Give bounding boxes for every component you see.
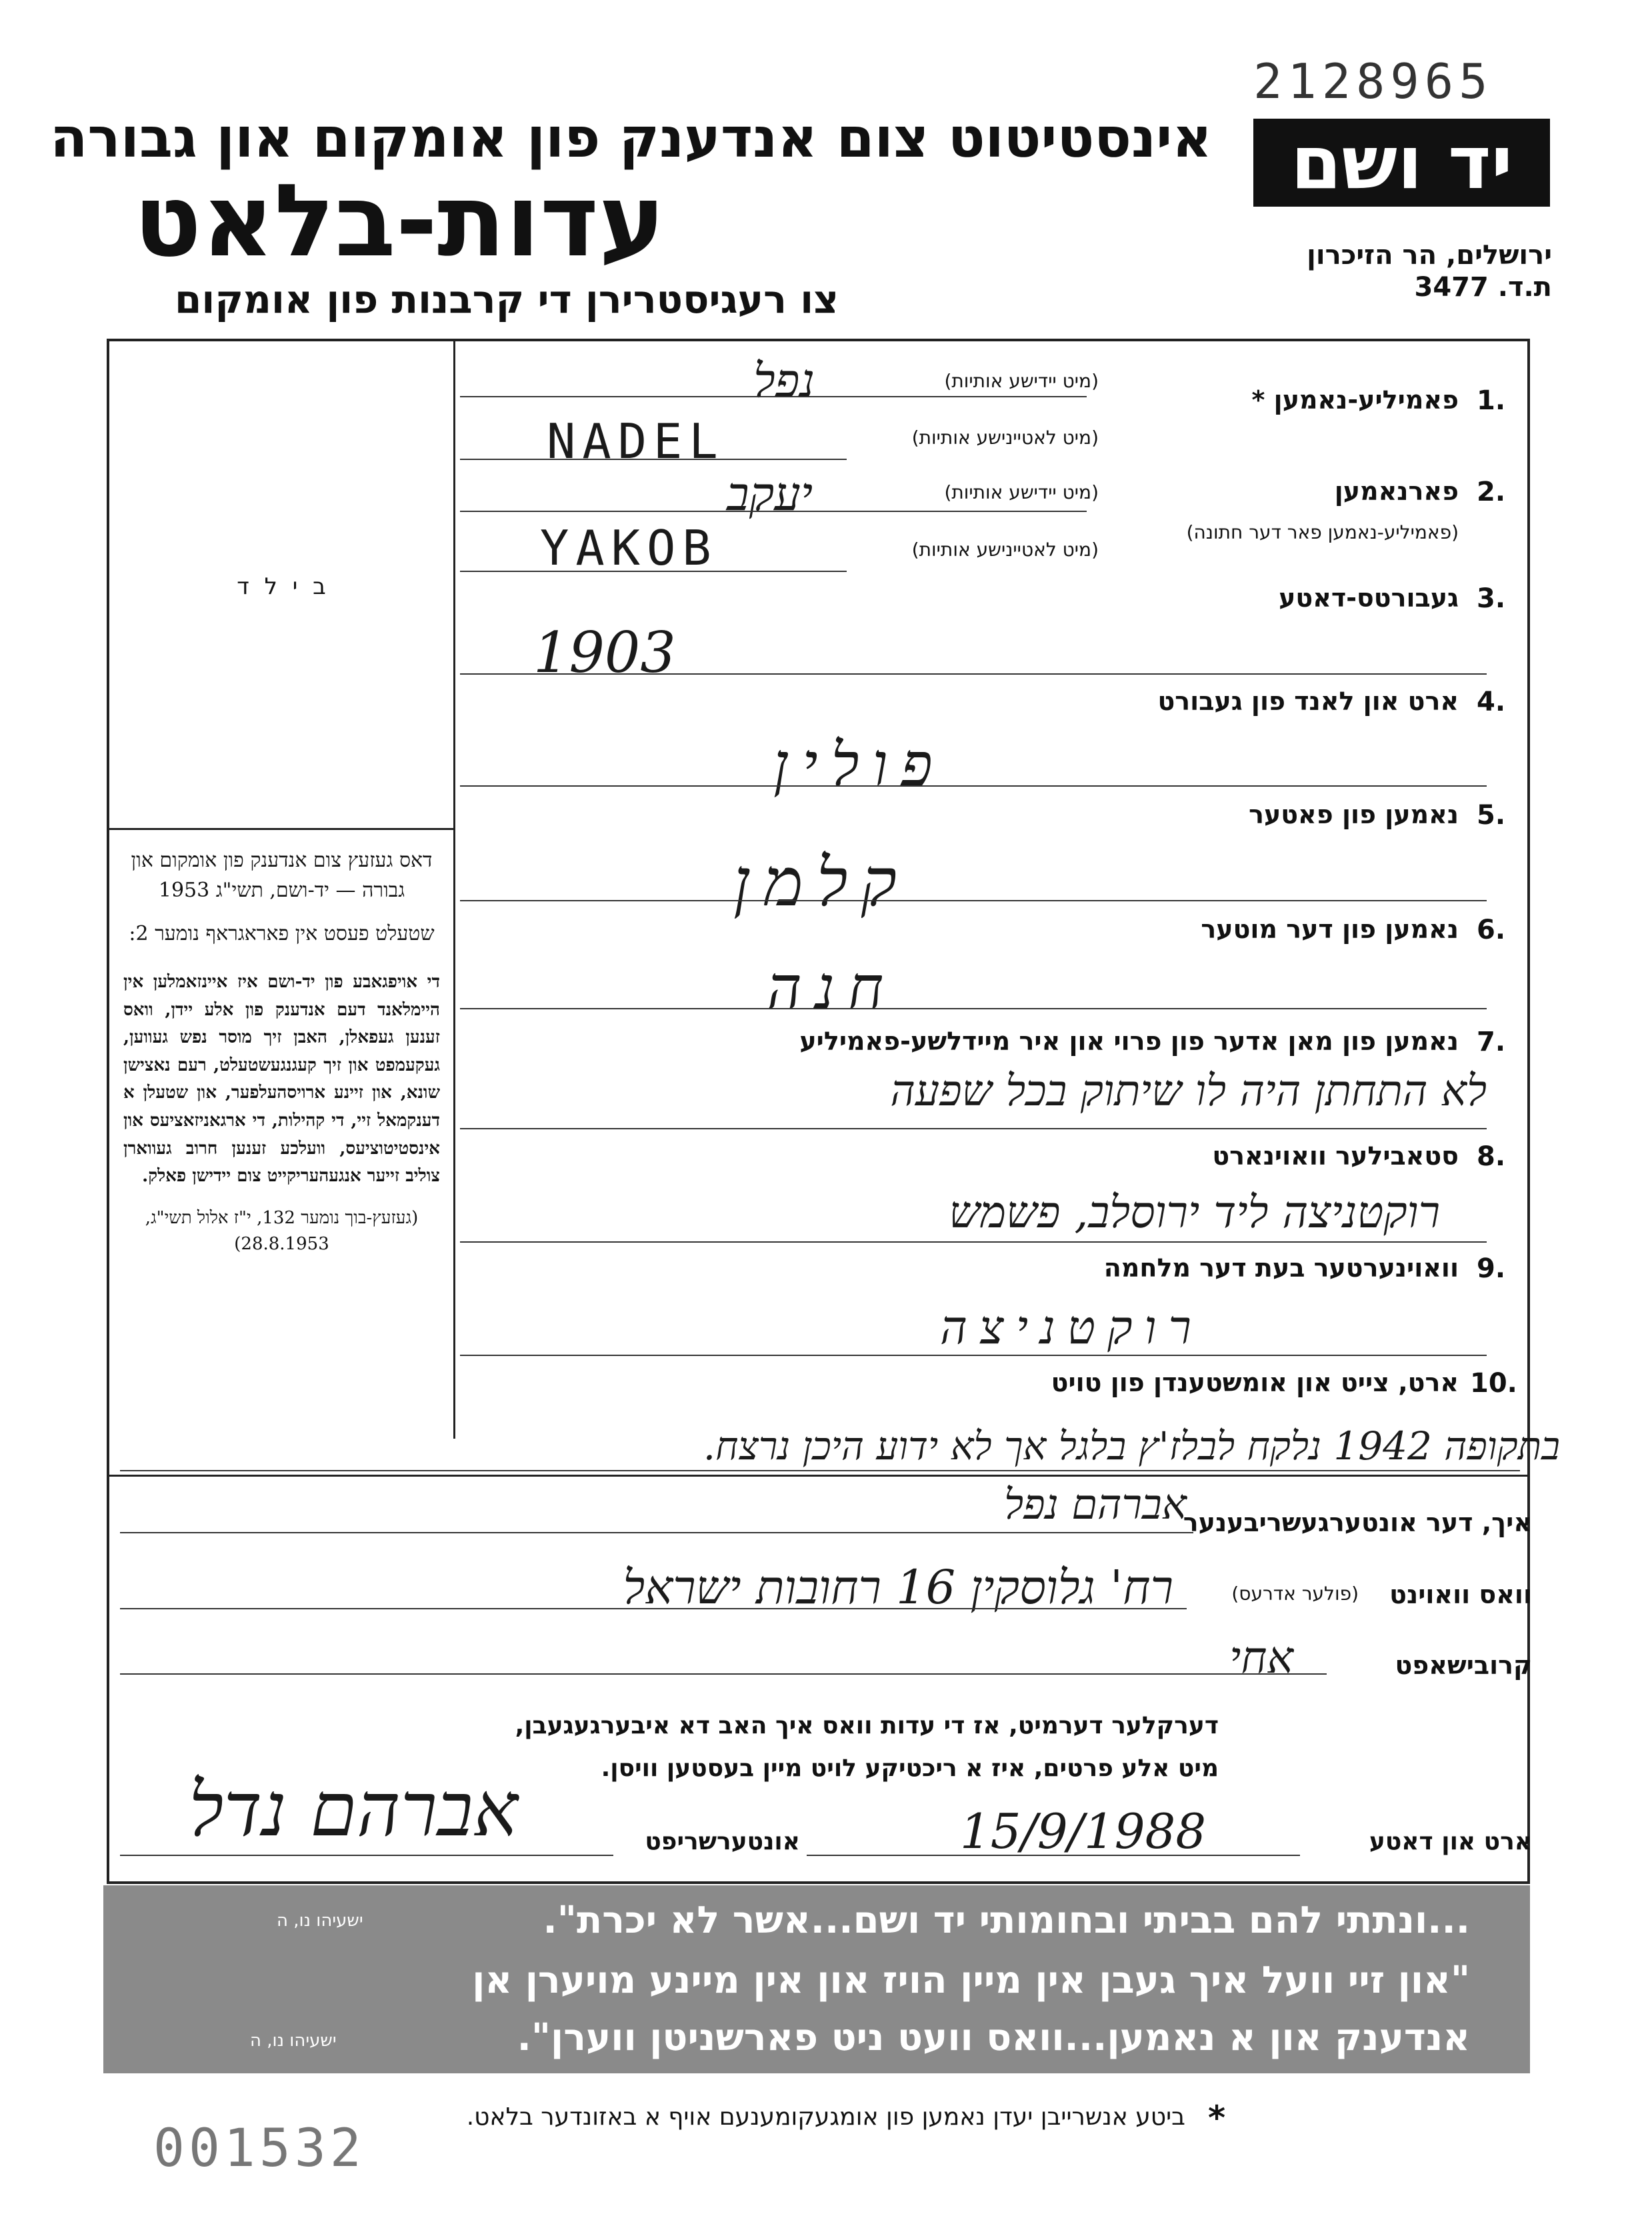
field-1-line-1 [460,396,1087,397]
footnote: ביטע אנשרייבן יעדן נאמען פון אומגעקומענעם אויף א באזונדער בלאט. [466,2103,1185,2131]
field-4-num: 4. [1477,687,1506,717]
field-9-value[interactable]: רוקטניצה [940,1300,1203,1355]
field-9-num: 9. [1477,1253,1506,1284]
page-number: 2128965 [1253,53,1493,109]
field-7-label: נאמען פון מאן אדער פון פרוי און איר מיידלשע-פאמיליע [799,1027,1459,1056]
field-4-line [460,785,1487,787]
banner-ref-2: ישעיהו נו, ה [250,2031,337,2051]
yad-vashem-logo [1253,119,1550,207]
field-6-value[interactable]: חנה [767,953,897,1023]
field-10-num: 10. [1470,1368,1517,1399]
column-divider [453,339,455,1439]
field-1-line-2 [460,459,847,460]
institute-heading: אינסטיטוט צום אנדענק פון אומקום און גבורה [50,107,1212,170]
field-10-label: ארט, צייט און אומשטענדן פון טויט [1051,1368,1459,1397]
banner-line-1: ...ונתתי להם בביתי ובחומותי יד ושם...אשר לא יכרת". [543,1899,1470,1942]
field-5-label: נאמען פון פאטער [1249,800,1459,829]
law-text [123,845,440,1257]
photo-box-divider [107,828,453,830]
field-2-value-latin[interactable]: YAKOB [540,520,718,576]
field-5-line [460,900,1487,901]
field-7-value[interactable]: לא התחתן היה לו שיתוק בכל שפעה [890,1067,1487,1116]
field-10-value[interactable]: בתקופה 1942 נלקח לבלז'ץ בלגל אך לא ידוע היכן נרצח. [703,1423,1560,1469]
relationship-label: קרובישאפט [1395,1651,1532,1680]
relationship-line [120,1673,1327,1675]
place-date-label: ארט און דאטע [1369,1828,1532,1855]
signature-value[interactable]: אברהם נדל [189,1767,518,1853]
field-7-line [460,1128,1487,1129]
field-8-label: סטאבילער וואוינארט [1212,1141,1459,1171]
address-line [120,1608,1187,1609]
field-4-label: ארט און לאנד פון געבורט [1157,687,1459,716]
address-value[interactable]: רח' גלוסקין 16 רחובות ישראל [623,1560,1173,1615]
relationship-value[interactable]: אחי [1229,1632,1293,1683]
date-value[interactable]: 15/9/1988 [960,1803,1207,1859]
page-subtitle: צו רעגיסטרירן די קרבנות פון אומקום [175,277,839,322]
address-note: (פולער אדרעס) [1231,1583,1359,1605]
field-9-label: וואוינערטער בעת דער מלחמה [1103,1253,1459,1283]
field-2-line-1 [460,511,1087,512]
field-2-sub-yiddish: (מיט יידישע אותיות) [944,481,1099,503]
law-paragraph-3: די אויפגאבע פון יד-ושם איז איינזאמלען אין היימלאנד דעם אנדענק פון אלע יידן, וואס זענען געפאלן, האבן זיך מוסר נפש געווען, געקעמפט און זיך קעגנגעשטעלט, רעם נאצישן שונא, און זיינע ארויסהעלפער, און שטעלן א דענקמאל זיי, די קהילות, די ארגאניזאציעס און אינסטיטוציעס, וועלכע זענען חרוב געווארן צוליב זייער אנגעהעריקייט צום יידישן פאלק. [123,972,440,1187]
page-title: עדות-בלאט [133,163,665,279]
submitter-name-line [120,1532,1193,1533]
field-3-value[interactable]: 1903 [533,620,676,685]
stamp-number: 001532 [153,2119,365,2179]
address-label: וואס וואוינט [1389,1580,1532,1609]
field-5-value[interactable]: קלמן [733,843,911,921]
logo-text: יד ושם [1290,120,1513,205]
field-1-value-yiddish[interactable]: נפל [753,353,815,408]
field-5-num: 5. [1477,800,1506,831]
field-1-sub-yiddish: (מיט יידישע אותיות) [944,370,1099,392]
field-1-value-latin[interactable]: NADEL [547,413,725,469]
field-2-sub-latin: (מיט לאטיינישע אותיות) [911,539,1099,561]
field-10-line [120,1470,1520,1471]
field-2-num: 2. [1477,477,1506,507]
submitter-name-value[interactable]: אברהם נפל [1004,1480,1187,1529]
field-1-num: 1. [1477,385,1506,416]
banner-line-3: אנדענק און א נאמען...וואס וועט ניט פארשניטן ווערן". [517,2016,1470,2059]
field-9-line [460,1355,1487,1356]
field-6-num: 6. [1477,915,1506,945]
law-paragraph-1: דאס געזעץ צום אנדענק פון אומקום און גבורה — יד-ושם, תשי"ג 1953 [131,849,433,902]
field-3-label: געבורטס-דאטע [1279,583,1459,613]
submitter-label: איך, דער אונטערגעשריבענער [1183,1508,1532,1537]
field-8-value[interactable]: רוקטניצה ליד ירוסלב, פשמש [949,1187,1440,1238]
field-7-num: 7. [1477,1027,1506,1057]
signature-line [120,1855,613,1856]
address-line-1: ירושלים, הר הזיכרון [1307,240,1552,271]
field-1-sub-latin: (מיט לאטיינישע אותיות) [911,427,1099,449]
declaration-line-2: מיט אלע פרטים, איז א ריכטיקע לויט מיין בעסטען וויסן. [601,1755,1219,1782]
law-paragraph-4: (געזעץ-בוך נומער 132, י"ז אלול תשי"ג, 28.8.1953) [145,1207,419,1254]
field-6-label: נאמען פון דער מוטער [1201,915,1459,944]
banner-ref-1: ישעיהו נו, ה [277,1911,363,1931]
field-3-line [460,673,1487,675]
field-2-note: (פאמיליע-נאמען פאר דער חתונה) [1186,521,1459,543]
photo-label: ב י ל ד [237,573,330,600]
signature-label: אונטערשריפט [645,1828,800,1855]
date-line [807,1855,1300,1856]
field-2-label: פארנאמען [1334,477,1459,506]
field-3-num: 3. [1477,583,1506,614]
field-2-value-yiddish[interactable]: יעקב [727,467,813,521]
submitter-divider [107,1475,1530,1477]
law-paragraph-2: שטעלט פעסט אין פאראגראף נומער 2: [129,922,435,945]
footnote-star: * [1208,2099,1226,2137]
field-8-line [460,1241,1487,1243]
banner-line-2: "און זיי וועל איך געבן אין מיין הויז און אין מיינע מויערן אן [472,1959,1470,2002]
quote-banner [103,1885,1530,2073]
field-8-num: 8. [1477,1141,1506,1172]
declaration-line-1: דערקלער דערמיט, אז די עדות וואס איך האב דא איבערגעגעבן, [515,1712,1219,1739]
address-line-2: ת.ד. 3477 [1414,272,1552,303]
field-1-label: פאמיליע-נאמען * [1251,385,1459,415]
field-4-value[interactable]: פולין [773,730,946,800]
field-2-line-2 [460,571,847,572]
field-6-line [460,1008,1487,1009]
